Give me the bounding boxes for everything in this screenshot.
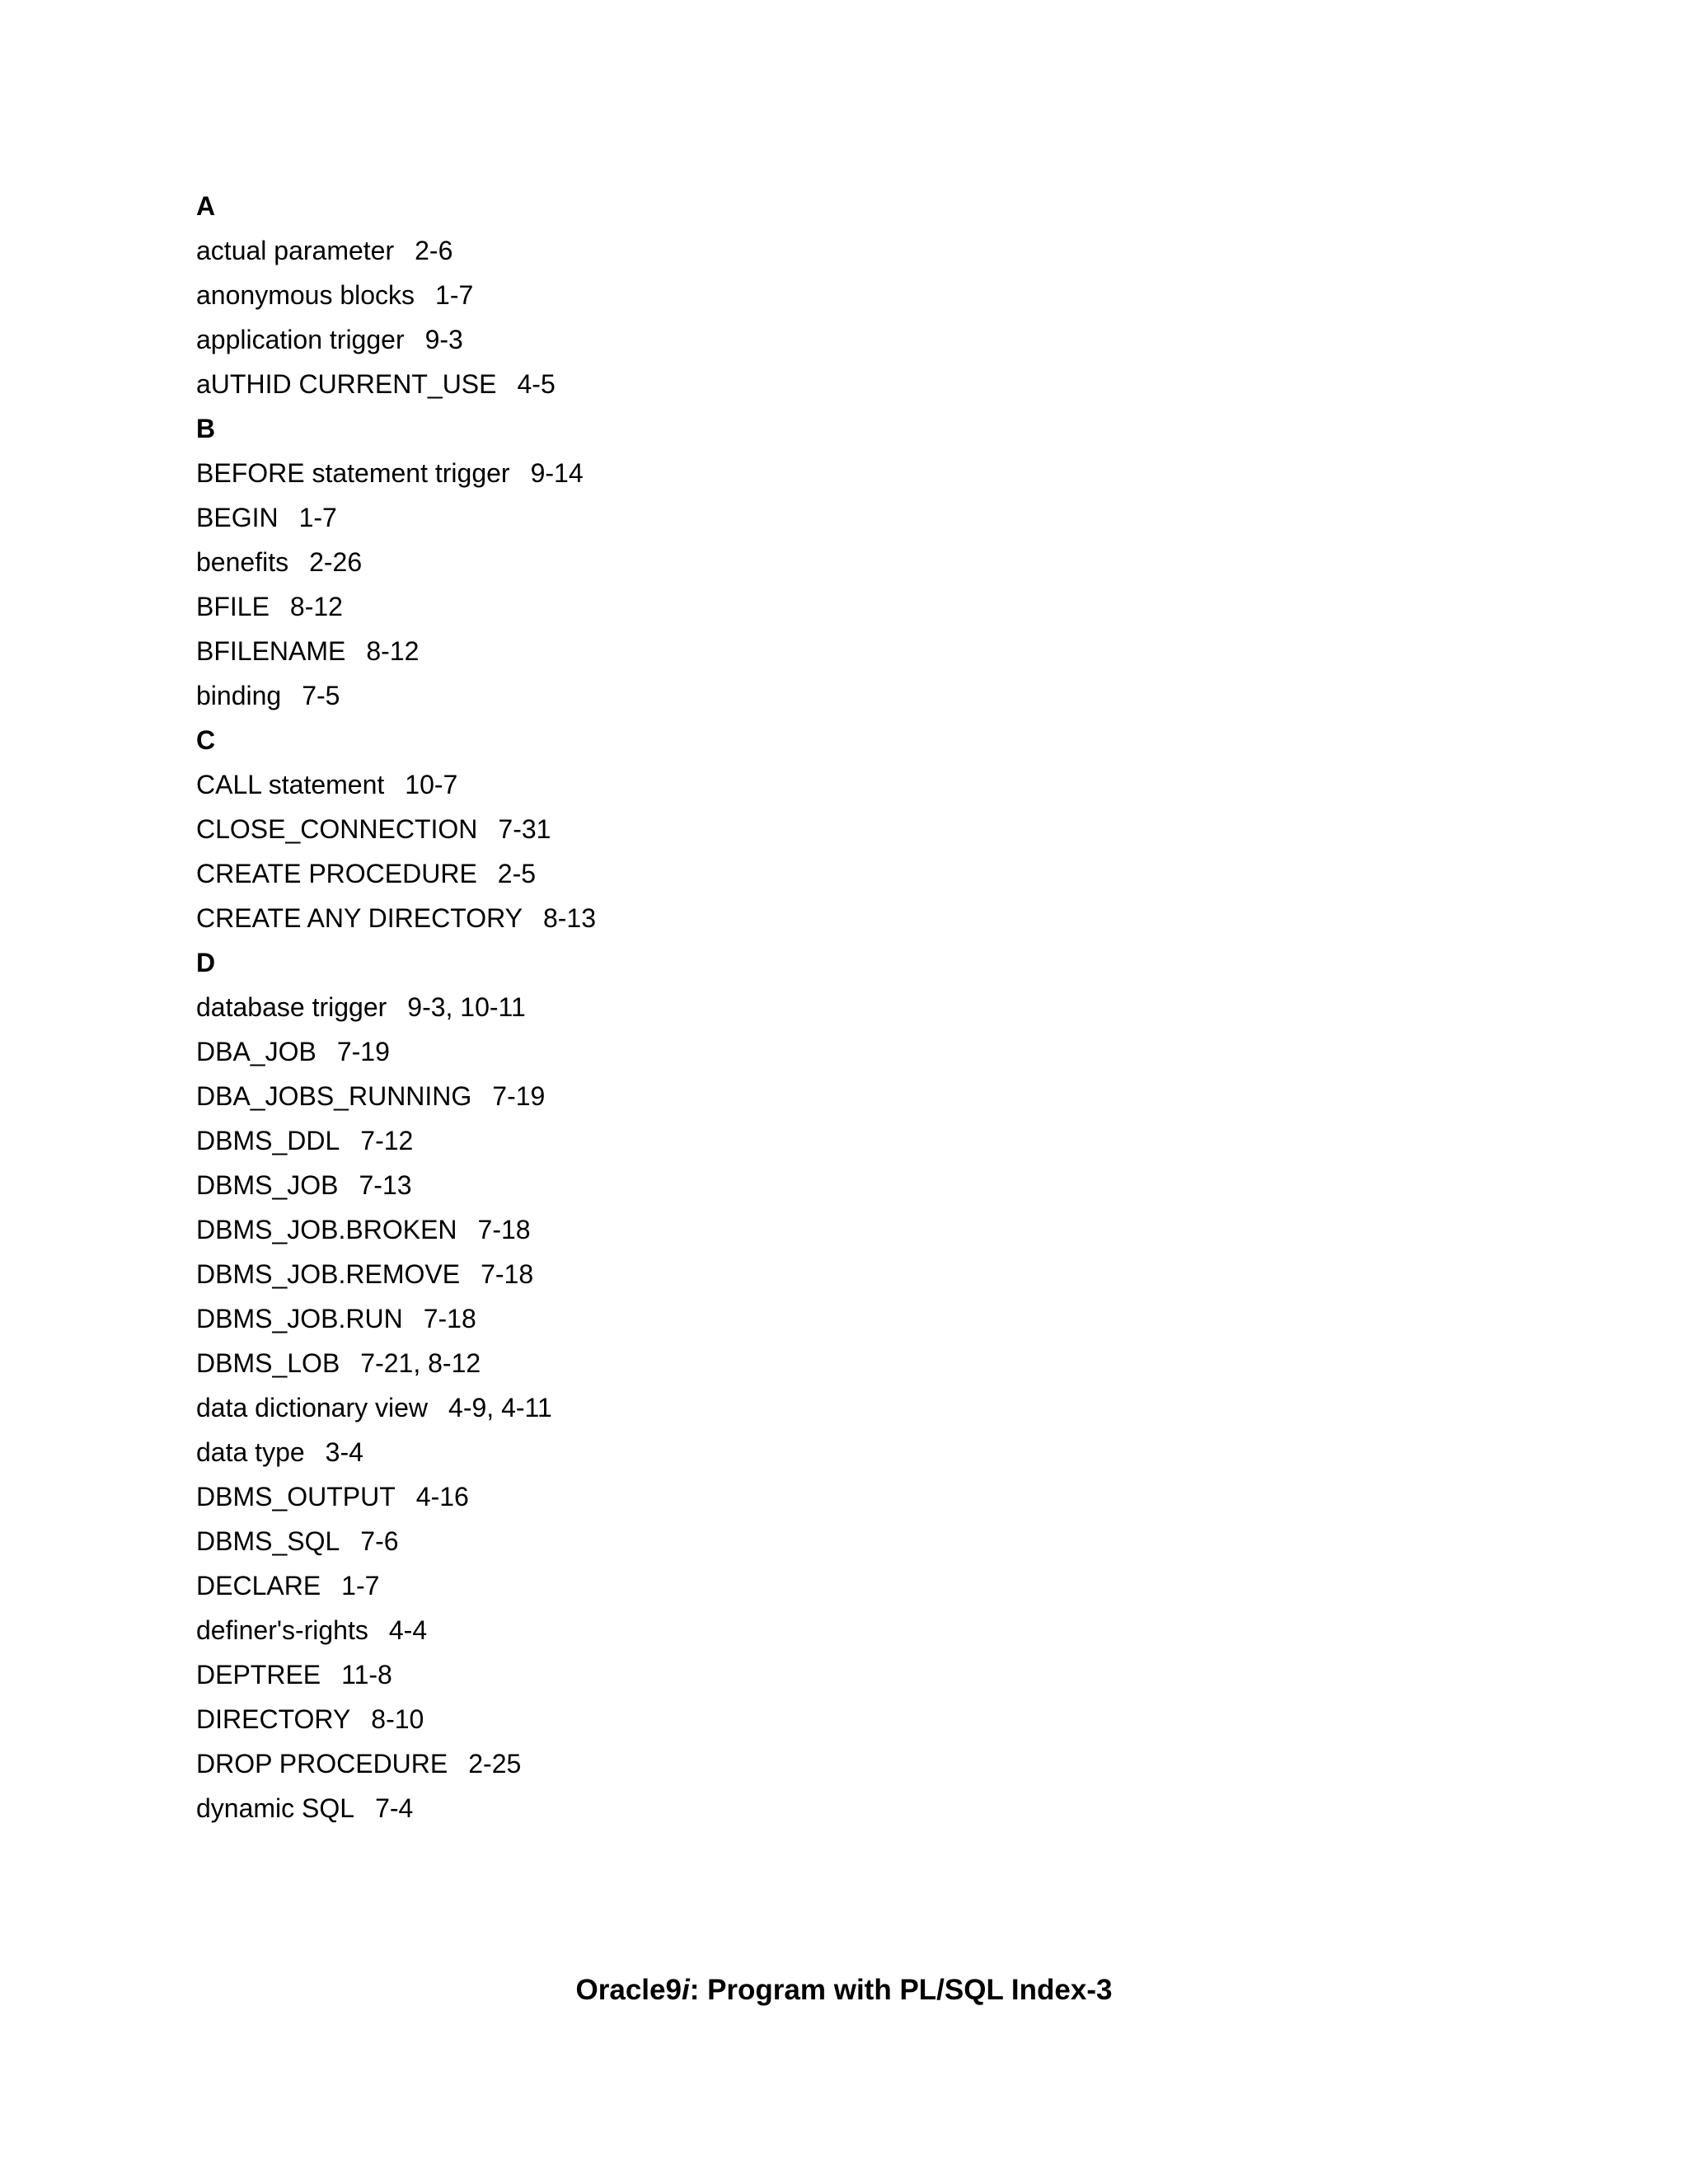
index-term: BFILE: [196, 592, 270, 621]
index-pages: 1-7: [435, 280, 474, 310]
index-term: DBA_JOBS_RUNNING: [196, 1081, 472, 1111]
index-pages: 8-12: [366, 636, 420, 666]
index-term: CREATE PROCEDURE: [196, 859, 477, 888]
index-pages: 7-12: [360, 1126, 414, 1155]
index-term: DBMS_JOB.REMOVE: [196, 1259, 461, 1289]
index-entry: [196, 1341, 1350, 1385]
index-term: DBMS_DDL: [196, 1126, 340, 1155]
index-entry: [196, 1163, 1350, 1207]
index-entry: [196, 584, 1350, 629]
index-entry: [196, 1652, 1350, 1697]
index-pages: 7-19: [492, 1081, 546, 1111]
index-pages: 8-13: [542, 903, 596, 933]
index-term: DEPTREE: [196, 1660, 321, 1690]
index-entry: [196, 228, 1350, 273]
index-pages: 4-5: [517, 369, 556, 399]
index-entry: [196, 1029, 1350, 1074]
index-term: BEGIN: [196, 503, 279, 532]
index-pages: 7-4: [375, 1793, 414, 1823]
footer-italic: i: [681, 1974, 690, 2006]
index-entry: [196, 1074, 1350, 1118]
index-entry: [196, 317, 1350, 362]
index-pages: 7-18: [477, 1215, 531, 1244]
index-pages: 7-31: [498, 814, 551, 844]
index-entry: [196, 1786, 1350, 1830]
index-pages: 1-7: [341, 1571, 380, 1601]
index-term: DROP PROCEDURE: [196, 1749, 448, 1779]
index-term: CLOSE_CONNECTION: [196, 814, 478, 844]
index-pages: 4-4: [388, 1615, 428, 1645]
index-entry: [196, 807, 1350, 851]
index-entry: [196, 896, 1350, 940]
index-term: data type: [196, 1437, 305, 1467]
index-term: binding: [196, 681, 282, 710]
index-term: database trigger: [196, 992, 387, 1022]
index-term: CREATE ANY DIRECTORY: [196, 903, 523, 933]
index-term: dynamic SQL: [196, 1793, 355, 1823]
index-term: DBA_JOB: [196, 1037, 316, 1066]
index-pages: 10-7: [405, 770, 458, 799]
index-term: CALL statement: [196, 770, 385, 799]
index-term: anonymous blocks: [196, 280, 415, 310]
index-list: [196, 184, 1350, 1830]
section-letter: D: [196, 948, 216, 977]
index-entry: [196, 1296, 1350, 1341]
index-pages: 7-5: [302, 681, 340, 710]
index-term: DBMS_OUTPUT: [196, 1482, 396, 1511]
index-term: DBMS_JOB: [196, 1170, 339, 1200]
section-letter: A: [196, 191, 216, 221]
index-term: BFILENAME: [196, 636, 346, 666]
index-pages: 3-4: [325, 1437, 363, 1467]
index-entry: [196, 762, 1350, 807]
index-entry: [196, 1563, 1350, 1608]
index-entry: [196, 1252, 1350, 1296]
index-pages: 9-3, 10-11: [407, 992, 526, 1022]
index-pages: 2-5: [497, 859, 537, 888]
index-pages: 7-18: [423, 1304, 476, 1333]
page-footer: [0, 1974, 1688, 2007]
index-entry: [196, 1608, 1350, 1652]
index-term: aUTHID CURRENT_USE: [196, 369, 497, 399]
index-entry: [196, 1741, 1350, 1786]
index-pages: 2-26: [309, 547, 363, 577]
index-pages: 7-18: [481, 1259, 534, 1289]
index-pages: 7-13: [359, 1170, 412, 1200]
index-term: BEFORE statement trigger: [196, 458, 510, 488]
index-pages: 7-21, 8-12: [360, 1348, 481, 1378]
index-pages: 4-9, 4-11: [448, 1393, 552, 1422]
index-entry: [196, 673, 1350, 718]
index-term: actual parameter: [196, 236, 395, 265]
section-letter: C: [196, 725, 216, 755]
index-term: DECLARE: [196, 1571, 321, 1601]
index-pages: 8-12: [289, 592, 343, 621]
index-pages: 2-25: [468, 1749, 522, 1779]
index-entry: [196, 1474, 1350, 1519]
section-letter: B: [196, 414, 216, 443]
index-term: definer's-rights: [196, 1615, 368, 1645]
index-pages: 1-7: [298, 503, 337, 532]
footer-prefix: Oracle9: [575, 1974, 682, 2006]
index-pages: 7-19: [336, 1037, 390, 1066]
index-pages: 8-10: [371, 1704, 424, 1734]
index-entry: [196, 451, 1350, 495]
index-entry: [196, 540, 1350, 584]
index-pages: 2-6: [415, 236, 453, 265]
index-entry: [196, 1385, 1350, 1430]
index-entry: [196, 851, 1350, 896]
index-pages: 9-14: [530, 458, 584, 488]
index-entry: [196, 495, 1350, 540]
index-entry: [196, 273, 1350, 317]
index-entry: [196, 1697, 1350, 1741]
index-pages: 7-6: [360, 1526, 399, 1556]
index-pages: 4-16: [415, 1482, 469, 1511]
index-term: DBMS_JOB.BROKEN: [196, 1215, 457, 1244]
index-entry: [196, 629, 1350, 673]
index-term: DBMS_LOB: [196, 1348, 340, 1378]
index-entry: [196, 985, 1350, 1029]
index-entry: [196, 1207, 1350, 1252]
index-entry: [196, 1519, 1350, 1563]
footer-suffix: : Program with PL/SQL Index-3: [689, 1974, 1113, 2006]
index-pages: 9-3: [424, 325, 463, 354]
index-term: application trigger: [196, 325, 405, 354]
index-term: benefits: [196, 547, 289, 577]
index-term: DBMS_JOB.RUN: [196, 1304, 403, 1333]
index-term: DIRECTORY: [196, 1704, 351, 1734]
index-pages: 11-8: [341, 1660, 392, 1690]
index-entry: [196, 362, 1350, 406]
index-term: DBMS_SQL: [196, 1526, 340, 1556]
index-term: data dictionary view: [196, 1393, 429, 1422]
index-entry: [196, 1430, 1350, 1474]
index-entry: [196, 1118, 1350, 1163]
